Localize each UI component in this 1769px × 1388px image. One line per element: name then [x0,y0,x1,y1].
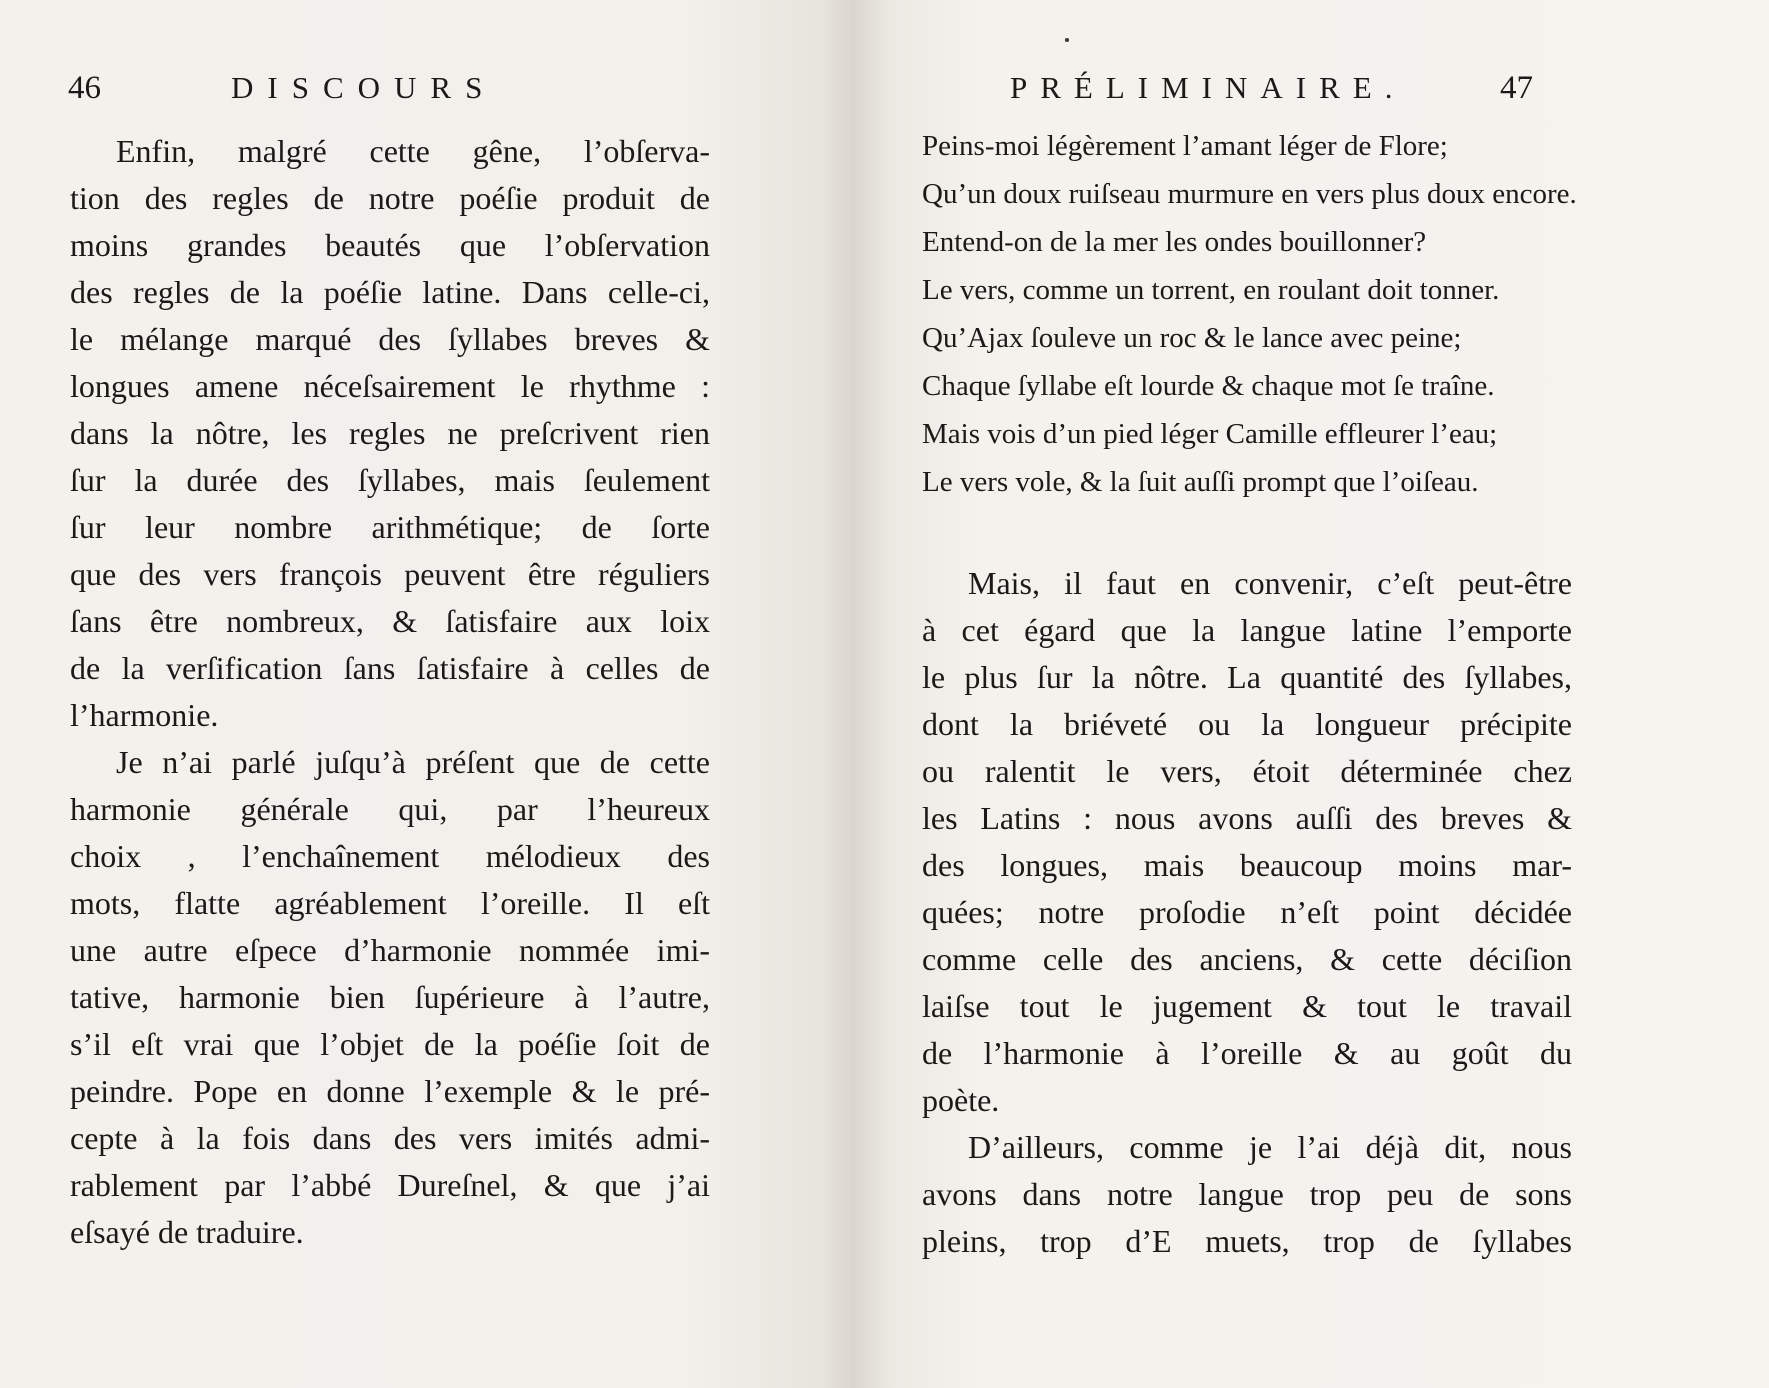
text-line: que des vers françois peuvent être réguliers [70,556,710,592]
verse-line: Chaque ſyllabe eſt lourde & chaque mot ſe traîne. [922,370,1495,402]
text-line: choix , l’enchaînement mélodieux des [70,838,710,874]
text-line: s’il eſt vrai que l’objet de la poéſie ſoit de [70,1026,710,1062]
text-line: peindre. Pope en donne l’exemple & le pré- [70,1073,710,1109]
text-line: mots, flatte agréablement l’oreille. Il eſt [70,885,710,921]
verse-line: Mais vois d’un pied léger Camille effleurer l’eau; [922,418,1498,450]
text-line: ou ralentit le vers, étoit déterminée chez [922,753,1572,789]
left-page [0,0,855,1388]
verse-line: Le vers, comme un torrent, en roulant doit tonner. [922,274,1500,306]
text-line: rablement par l’abbé Dureſnel, & que j’ai [70,1167,710,1203]
text-line: ſur la durée des ſyllabes, mais ſeulement [70,462,710,498]
text-line: ſans être nombreux, & ſatisfaire aux loix [70,603,710,639]
text-line: Mais, il faut en convenir, c’eſt peut-être [968,565,1572,601]
text-line: Enfin, malgré cette gêne, l’obſerva- [116,133,710,169]
text-line: des regles de la poéſie latine. Dans celle-ci, [70,274,710,310]
verse-line: Entend-on de la mer les ondes bouillonner? [922,226,1427,258]
text-line: ſur leur nombre arithmétique; de ſorte [70,509,710,545]
text-line: longues amene néceſsairement le rhythme : [70,368,710,404]
text-line: laiſse tout le jugement & tout le travail [922,988,1572,1024]
verse-line: Peins-moi légèrement l’amant léger de Flore; [922,130,1448,162]
right-running-head [1010,68,1630,108]
text-line: dont la briéveté ou la longueur précipite [922,706,1572,742]
right-folio: 47 [1500,70,1533,106]
left-text-block [70,128,710,1256]
text-line: les Latins : nous avons auſſi des breves & [922,800,1572,836]
text-line: poète. [922,1082,1000,1118]
verse-line: Qu’Ajax ſouleve un roc & le lance avec peine; [922,322,1462,354]
text-line: Je n’ai parlé juſqu’à préſent que de cette [116,744,710,780]
text-line: avons dans notre langue trop peu de sons [922,1176,1572,1212]
text-line: de l’harmonie à l’oreille & au goût du [922,1035,1572,1071]
left-paragraph-2 [70,739,710,1256]
left-running-title: DISCOURS [231,70,497,105]
text-line: pleins, trop d’E muets, trop de ſyllabes [922,1223,1572,1259]
text-line: le plus ſur la nôtre. La quantité des ſyllabes, [922,659,1572,695]
text-line: l’harmonie. [70,697,219,733]
text-line: moins grandes beautés que l’obſervation [70,227,710,263]
text-line: le mélange marqué des ſyllabes breves & [70,321,710,357]
verse-line: Le vers vole, & la ſuit auſſi prompt que l’oiſeau. [922,466,1479,498]
text-line: tative, harmonie bien ſupérieure à l’autre, [70,979,710,1015]
verse-line: Qu’un doux ruiſseau murmure en vers plus doux encore. [922,178,1577,210]
right-paragraph-1 [922,560,1572,1124]
verse-quotation [922,122,1722,506]
text-line: de la verſification ſans ſatisfaire à celles de [70,650,710,686]
text-line: une autre eſpece d’harmonie nommée imi- [70,932,710,968]
right-paragraph-2 [922,1124,1572,1265]
text-line: à cet égard que la langue latine l’emporte [922,612,1572,648]
printer-mark [1065,38,1069,42]
left-folio: 46 [68,70,101,106]
left-paragraph-1 [70,128,710,739]
text-line: D’ailleurs, comme je l’ai déjà dit, nous [968,1129,1572,1165]
text-line: tion des regles de notre poéſie produit de [70,180,710,216]
right-running-title: PRÉLIMINAIRE. [1010,70,1406,105]
right-text-block [922,560,1572,1265]
text-line: harmonie générale qui, par l’heureux [70,791,710,827]
text-line: eſsayé de traduire. [70,1214,304,1250]
text-line: cepte à la fois dans des vers imités admi- [70,1120,710,1156]
text-line: dans la nôtre, les regles ne preſcrivent rien [70,415,710,451]
text-line: comme celle des anciens, & cette déciſion [922,941,1572,977]
text-line: quées; notre proſodie n’eſt point décidée [922,894,1572,930]
text-line: des longues, mais beaucoup moins mar- [922,847,1572,883]
